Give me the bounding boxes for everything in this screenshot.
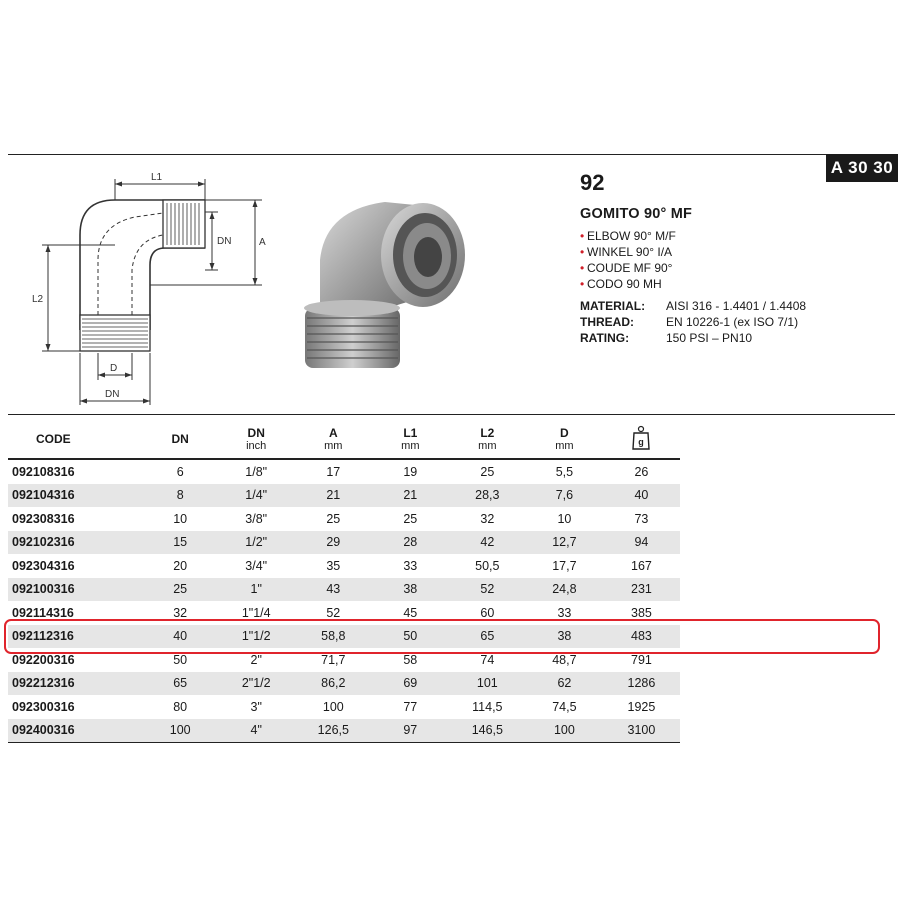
header-l2: L2 mm (478, 425, 497, 452)
dimensions-table (8, 421, 680, 743)
cell-dn: 15 (173, 535, 188, 550)
cell-l1: 58 (403, 652, 418, 667)
cell-l2: 74 (480, 652, 495, 667)
table-body (8, 459, 680, 743)
table-header-row (8, 421, 680, 459)
cell-l2: 101 (476, 676, 498, 691)
cell-d: 38 (557, 629, 572, 644)
cell-dn-inch: 2" (250, 652, 262, 667)
cell-d: 74,5 (552, 699, 577, 714)
header-a: A mm (324, 425, 343, 452)
spec-key: RATING: (580, 331, 630, 345)
product-photo (295, 180, 480, 380)
cell-d: 7,6 (555, 488, 574, 503)
cell-dn: 6 (176, 464, 184, 479)
cell-d: 62 (557, 676, 572, 691)
dim-d-label: D (110, 363, 118, 374)
translation-item: • COUDE MF 90° (580, 260, 880, 276)
cell-dn-inch: 1/8" (245, 464, 268, 479)
technical-drawing (30, 165, 290, 410)
dim-dn-right-label: DN (217, 236, 232, 247)
cell-d: 24,8 (552, 582, 577, 597)
cell-l2: 42 (480, 535, 495, 550)
header-dn-inch: DN inch (246, 425, 267, 452)
cell-l1: 77 (403, 699, 418, 714)
cell-code: 092114316 (12, 605, 74, 620)
spec-value: EN 10226-1 (ex ISO 7/1) (666, 315, 799, 329)
cell-l1: 33 (403, 558, 418, 573)
spec-rating (580, 330, 880, 346)
weight-icon (631, 425, 651, 451)
cell-l1: 38 (403, 582, 418, 597)
cell-dn-inch: 1"1/4 (241, 605, 271, 620)
product-info (580, 170, 880, 346)
translation-item: • CODO 90 MH (580, 276, 880, 292)
cell-weight: 1286 (627, 676, 656, 691)
table-row (8, 648, 680, 672)
cell-d: 12,7 (552, 535, 577, 550)
cell-dn: 8 (176, 488, 184, 503)
cell-a: 17 (326, 464, 341, 479)
cell-l2: 32 (480, 511, 495, 526)
spec-key: THREAD: (580, 315, 634, 329)
cell-dn: 10 (173, 511, 188, 526)
header-code: CODE (36, 432, 71, 446)
cell-weight: 40 (634, 488, 649, 503)
cell-dn: 50 (173, 652, 188, 667)
cell-l2: 50,5 (475, 558, 500, 573)
cell-l2: 60 (480, 605, 495, 620)
top-divider (8, 154, 826, 155)
header-d: D mm (555, 425, 574, 452)
spec-key: MATERIAL: (580, 299, 646, 313)
cell-l2: 52 (480, 582, 495, 597)
cell-weight: 231 (631, 582, 652, 597)
cell-a: 35 (326, 558, 341, 573)
cell-l2: 25 (480, 464, 495, 479)
cell-d: 48,7 (552, 652, 577, 667)
cell-dn: 100 (169, 723, 191, 738)
product-number: 92 (580, 170, 605, 195)
cell-dn-inch: 1/2" (245, 535, 268, 550)
cell-weight: 167 (631, 558, 652, 573)
cell-a: 71,7 (321, 652, 346, 667)
translation-item: • WINKEL 90° I/A (580, 244, 880, 260)
cell-dn-inch: 3/4" (245, 558, 268, 573)
table-row (8, 625, 680, 649)
cell-dn-inch: 3" (250, 699, 262, 714)
dim-dn-bottom-label: DN (105, 389, 120, 400)
cell-d: 5,5 (555, 464, 574, 479)
table-row (8, 672, 680, 696)
cell-l2: 65 (480, 629, 495, 644)
cell-weight: 73 (634, 511, 649, 526)
table-row (8, 601, 680, 625)
cell-code: 092100316 (12, 582, 75, 597)
cell-dn-inch: 4" (250, 723, 262, 738)
table-row (8, 459, 680, 484)
cell-a: 86,2 (321, 676, 346, 691)
cell-l2: 146,5 (471, 723, 503, 738)
cell-l1: 45 (403, 605, 418, 620)
cell-l1: 21 (403, 488, 418, 503)
cell-code: 092308316 (12, 511, 75, 526)
header-dn: DN (171, 432, 189, 446)
cell-l2: 114,5 (472, 699, 503, 714)
cell-dn: 25 (173, 582, 188, 597)
table-row (8, 578, 680, 602)
cell-dn-inch: 1"1/2 (241, 629, 271, 644)
cell-code: 092300316 (12, 699, 75, 714)
cell-l1: 97 (403, 723, 418, 738)
cell-dn-inch: 1/4" (245, 488, 268, 503)
table-row (8, 531, 680, 555)
spec-material (580, 298, 880, 314)
cell-code: 092104316 (12, 488, 75, 503)
spec-value: 150 PSI – PN10 (666, 331, 753, 345)
spec-value: AISI 316 - 1.4401 / 1.4408 (666, 299, 807, 313)
dim-l1-label: L1 (151, 172, 163, 183)
dim-a-label: A (259, 237, 266, 248)
cell-a: 100 (322, 699, 344, 714)
cell-a: 21 (326, 488, 341, 503)
svg-text:g: g (638, 437, 645, 447)
cell-dn-inch: 3/8" (245, 511, 268, 526)
cell-weight: 791 (631, 652, 652, 667)
cell-dn-inch: 2"1/2 (241, 676, 271, 691)
header-l1: L1 mm (401, 425, 420, 452)
cell-a: 52 (326, 605, 341, 620)
cell-dn: 65 (173, 676, 188, 691)
product-name: GOMITO 90° MF (580, 206, 693, 222)
cell-dn: 20 (173, 558, 188, 573)
cell-code: 092400316 (12, 723, 75, 738)
table-row (8, 554, 680, 578)
table-row (8, 695, 680, 719)
cell-weight: 1925 (627, 699, 656, 714)
cell-d: 33 (557, 605, 572, 620)
cell-dn-inch: 1" (250, 582, 262, 597)
cell-code: 092212316 (12, 676, 75, 691)
cell-l1: 19 (403, 464, 418, 479)
cell-code: 092200316 (12, 652, 75, 667)
translations-list (580, 228, 880, 292)
cell-weight: 94 (634, 535, 649, 550)
cell-l1: 28 (403, 535, 418, 550)
cell-d: 100 (553, 723, 575, 738)
cell-a: 58,8 (321, 629, 346, 644)
spec-thread (580, 314, 880, 330)
table-row (8, 484, 680, 508)
cell-a: 126,5 (317, 723, 349, 738)
cell-d: 10 (557, 511, 572, 526)
cell-weight: 385 (631, 605, 652, 620)
cell-dn: 32 (173, 605, 188, 620)
translation-item: • ELBOW 90° M/F (580, 228, 880, 244)
cell-dn: 40 (173, 629, 188, 644)
table-row (8, 719, 680, 743)
table-row (8, 507, 680, 531)
cell-l1: 50 (403, 629, 418, 644)
cell-code: 092108316 (12, 464, 75, 479)
page-code-badge: A 30 30 (826, 154, 898, 182)
cell-weight: 483 (631, 629, 652, 644)
cell-weight: 26 (634, 464, 649, 479)
table-divider (8, 414, 895, 415)
cell-l1: 25 (403, 511, 418, 526)
cell-a: 43 (326, 582, 341, 597)
cell-l2: 28,3 (475, 488, 500, 503)
cell-l1: 69 (403, 676, 418, 691)
header-weight (603, 421, 680, 459)
cell-weight: 3100 (627, 723, 656, 738)
cell-code: 092102316 (12, 535, 75, 550)
cell-d: 17,7 (552, 558, 577, 573)
spec-list (580, 298, 880, 346)
cell-a: 25 (326, 511, 341, 526)
cell-code: 092304316 (12, 558, 75, 573)
cell-dn: 80 (173, 699, 188, 714)
cell-code: 092112316 (12, 629, 74, 644)
cell-a: 29 (326, 535, 341, 550)
dim-l2-label: L2 (32, 294, 44, 305)
